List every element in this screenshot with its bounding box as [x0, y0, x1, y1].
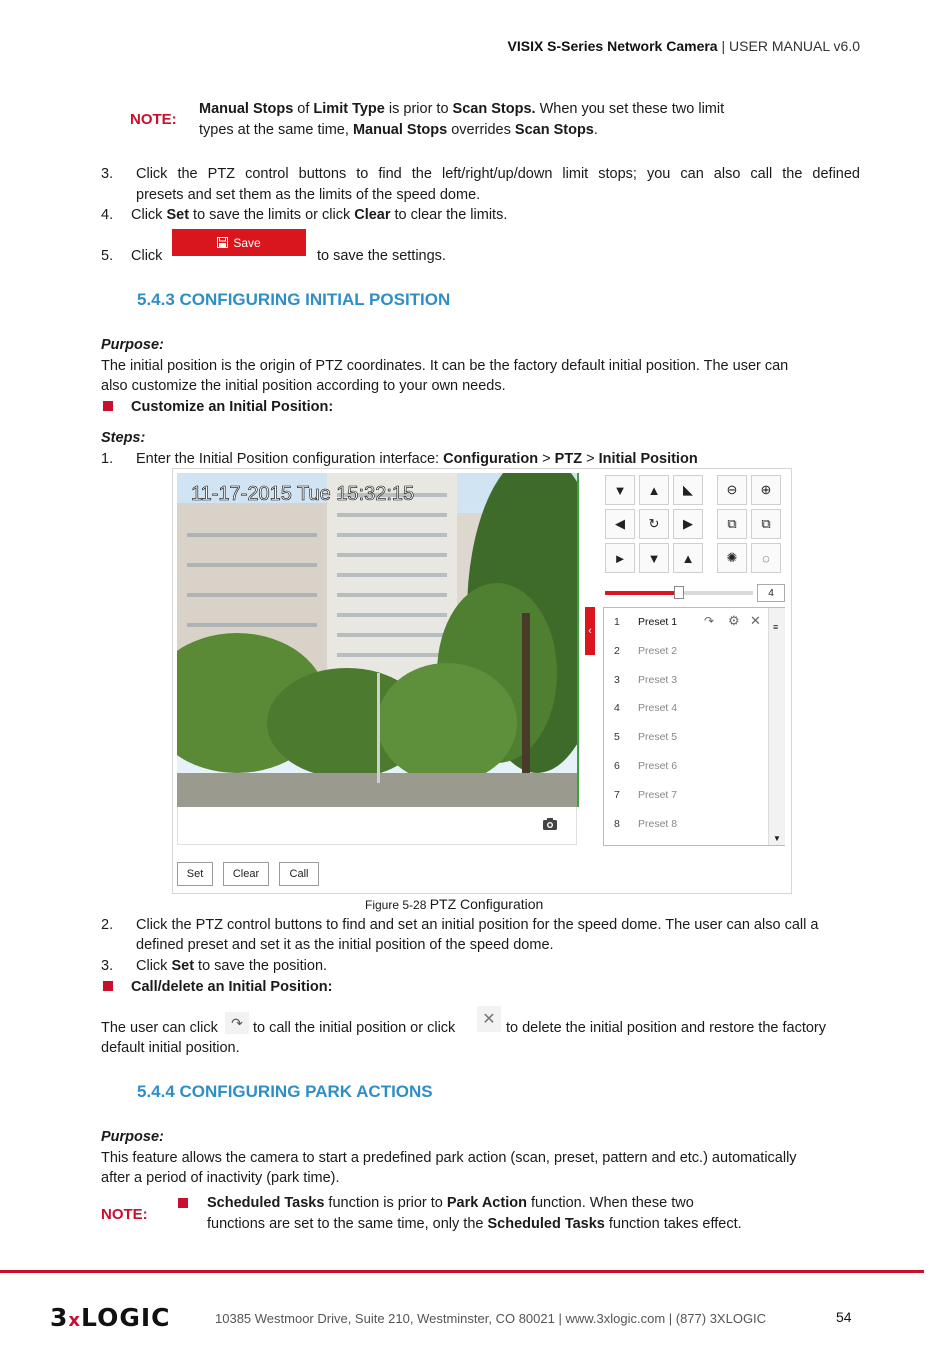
preset-name: Preset 5 [638, 731, 678, 744]
camera-capture-icon[interactable] [542, 817, 558, 831]
logo-part: x [68, 1310, 82, 1331]
iris-open-button[interactable] [717, 543, 747, 573]
preset-number: 4 [614, 702, 620, 715]
step-span: to clear the limits. [390, 207, 508, 223]
focus-far-button[interactable] [751, 509, 781, 539]
logo-part: 3 [50, 1303, 69, 1332]
arrow-left-icon: ◀ [615, 516, 625, 531]
square-bullet-icon [103, 981, 113, 991]
purpose-text: also customize the initial position according to your own needs. [101, 378, 506, 394]
bullet-item [103, 977, 332, 998]
ptz-down-left-button[interactable] [605, 543, 635, 573]
footer-address: 10385 Westmoor Drive, Suite 210, Westminster, CO 80021 | www.3xlogic.com | (877) 3XLOGIC [215, 1311, 767, 1326]
step-text: presets and set them as the limits of the speed dome. [136, 187, 481, 203]
video-toolbar [177, 807, 577, 845]
note-span: . [593, 121, 598, 138]
page-number: 54 [836, 1309, 852, 1325]
paragraph-text: to delete the initial position and restore the factory [506, 1020, 826, 1036]
paragraph-text: to call the initial position or click [253, 1020, 456, 1036]
speed-slider-handle[interactable] [674, 586, 684, 599]
step-span: > [538, 451, 555, 467]
live-video-view [177, 473, 577, 807]
step-span: Click [136, 958, 172, 974]
set-button[interactable]: Set [177, 862, 213, 886]
step-text: to save the settings. [317, 248, 446, 264]
speed-slider-fill [605, 591, 679, 595]
note-bold: Park Action [446, 1195, 527, 1211]
speed-value-field[interactable]: 4 [757, 584, 785, 602]
purpose-label: Purpose: [101, 1129, 164, 1145]
ptz-configuration-figure [172, 468, 792, 894]
video-border [577, 473, 579, 807]
list-view-icon: ≡ [773, 622, 779, 632]
bullet-text: Call/delete an Initial Position: [131, 979, 333, 995]
note-span: function takes effect. [604, 1215, 742, 1232]
iris-close-button[interactable] [751, 543, 781, 573]
ptz-right-button[interactable] [673, 509, 703, 539]
ptz-up-right-button[interactable] [673, 475, 703, 505]
delete-initial-position-icon: ✕ [477, 1006, 501, 1032]
ptz-up-left-button[interactable] [605, 475, 635, 505]
paragraph-text: default initial position. [101, 1040, 240, 1056]
section-heading: 5.4.4 CONFIGURING PARK ACTIONS [137, 1082, 433, 1101]
close-icon[interactable]: ✕ [750, 613, 761, 628]
arrow-right-icon: ▶ [683, 516, 693, 531]
preset-name: Preset 1 [638, 616, 678, 628]
gear-icon[interactable]: ⚙ [728, 613, 740, 628]
preset-list-item[interactable] [604, 752, 768, 780]
steps-label: Steps: [101, 430, 146, 446]
note-bold: Manual Stops [199, 101, 294, 117]
step-bold: Configuration [443, 451, 539, 467]
collapse-panel-tab[interactable] [585, 607, 595, 655]
preset-name: Preset 7 [638, 788, 678, 801]
zoom-in-icon: ⊕ [760, 482, 772, 497]
step-number: 1. [101, 451, 114, 467]
figure-caption-number: Figure 5-28 [365, 898, 430, 912]
note-bold: Scan Stops [514, 121, 594, 138]
figure-caption [365, 896, 543, 912]
note-text [199, 99, 724, 140]
note-span: is prior to [384, 101, 453, 117]
rotate-icon: ↻ [648, 516, 660, 531]
purpose-text: The initial position is the origin of PTZ coordinates. It can be the factory default initial position. The user can [101, 358, 789, 374]
step-bold: Clear [354, 207, 391, 223]
bullet-text: Customize an Initial Position: [131, 399, 334, 415]
preset-list-item[interactable] [604, 781, 768, 809]
floppy-disk-icon [217, 237, 228, 248]
step-number: 3. [101, 166, 114, 182]
zoom-out-button[interactable] [717, 475, 747, 505]
step-bold: Initial Position [598, 451, 698, 467]
video-timestamp-overlay: 11-17-2015 Tue 15:32:15 [191, 483, 415, 505]
note-label: NOTE: [101, 1206, 148, 1223]
arrow-up-icon: ▲ [647, 482, 661, 498]
purpose-text: This feature allows the camera to start a predefined park action (scan, preset, pattern and etc.) automatically [101, 1150, 797, 1166]
preset-list-item[interactable] [604, 810, 768, 838]
street-scene-image [177, 473, 577, 807]
preset-number: 3 [614, 673, 620, 686]
figure-caption-text: PTZ Configuration [429, 896, 544, 912]
note-span: types at the same time, [199, 121, 353, 138]
step-bold: Set [166, 207, 190, 223]
step-span: > [582, 451, 599, 467]
page-header [508, 38, 861, 54]
step-text [131, 205, 507, 226]
preset-list-item[interactable] [604, 694, 768, 722]
square-bullet-icon [103, 401, 113, 411]
note-label: NOTE: [130, 111, 177, 128]
preset-name: Preset 3 [638, 673, 678, 686]
clear-button[interactable]: Clear [223, 862, 269, 886]
arrow-down-icon: ▼ [613, 482, 627, 498]
zoom-in-button[interactable] [751, 475, 781, 505]
arrow-down-icon: ▼ [647, 550, 661, 566]
step-bold: Set [171, 958, 195, 974]
iris-open-icon: ✺ [726, 550, 738, 565]
step-number: 3. [101, 958, 114, 974]
call-initial-position-icon: ↷ [225, 1012, 249, 1034]
preset-list-item[interactable] [604, 723, 768, 751]
preset-list[interactable] [603, 607, 785, 846]
preset-name: Preset 8 [638, 817, 678, 830]
note-span: of [293, 101, 314, 117]
preset-number: 6 [614, 760, 620, 772]
step-text: defined preset and set it as the initial position of the speed dome. [136, 937, 554, 953]
preset-name: Preset 6 [638, 760, 678, 772]
bullet-item [103, 397, 333, 418]
chevron-left-icon: ‹ [588, 625, 592, 637]
focus-near-icon: ⧉ [727, 516, 737, 531]
arrow-right-small-icon: ► [613, 550, 627, 566]
focus-near-button[interactable] [717, 509, 747, 539]
preset-list-scrollbar[interactable] [768, 608, 785, 845]
note-text [207, 1193, 742, 1234]
ptz-down-button[interactable] [639, 543, 669, 573]
save-label: Save [233, 235, 261, 250]
step-bold: PTZ [554, 451, 583, 467]
preset-number: 5 [614, 731, 620, 744]
step-text [136, 956, 327, 977]
preset-list-item[interactable] [604, 608, 768, 636]
header-separator: | [717, 38, 730, 54]
note-bold: Scheduled Tasks [207, 1195, 325, 1211]
ptz-up-button[interactable] [639, 475, 669, 505]
step-text: Click the PTZ control buttons to find the left/right/up/down limit stops; you can also call the defined [136, 166, 860, 182]
preset-name: Preset 4 [638, 702, 678, 715]
focus-far-icon: ⧉ [761, 516, 771, 531]
note-bold: Scan Stops. [452, 101, 536, 117]
section-heading: 5.4.3 CONFIGURING INITIAL POSITION [137, 290, 451, 309]
purpose-text: after a period of inactivity (park time). [101, 1170, 340, 1186]
step-text: Click [131, 248, 163, 264]
header-manual: USER MANUAL v6.0 [729, 38, 860, 54]
note-span: function is prior to [324, 1195, 447, 1211]
save-button-image [172, 229, 306, 256]
step-span: to save the position. [194, 958, 328, 974]
footer-divider [0, 1270, 924, 1273]
note-bold: Limit Type [313, 101, 385, 117]
preset-name: Preset 2 [638, 644, 678, 657]
arrow-up-small-icon: ▲ [681, 550, 695, 566]
arrow-down-left-icon: ◣ [683, 482, 693, 497]
step-span: Click [131, 207, 167, 223]
step-number: 4. [101, 207, 114, 223]
preset-number: 8 [614, 817, 620, 830]
call-preset-icon[interactable]: ↷ [704, 614, 715, 628]
note-span: function. When these two [526, 1195, 694, 1211]
note-bold: Manual Stops [352, 121, 448, 138]
logo-part: LOGIC [81, 1303, 171, 1332]
step-span: Enter the Initial Position configuration interface: [136, 451, 444, 467]
preset-number: 1 [614, 616, 620, 628]
step-text [136, 449, 698, 470]
ptz-left-button[interactable] [605, 509, 635, 539]
ptz-auto-button[interactable] [639, 509, 669, 539]
step-text: Click the PTZ control buttons to find and set an initial position for the speed dome. The user can also call a [136, 917, 819, 933]
iris-close-icon: ◌ [762, 550, 770, 566]
step-number: 2. [101, 917, 114, 933]
preset-list-item[interactable] [604, 637, 768, 665]
call-button[interactable]: Call [279, 862, 319, 886]
square-bullet-icon [178, 1198, 188, 1208]
company-logo [50, 1303, 171, 1332]
ptz-down-right-button[interactable] [673, 543, 703, 573]
note-bold: Scheduled Tasks [487, 1215, 605, 1232]
paragraph-text: The user can click [101, 1020, 218, 1036]
step-span: to save the limits or click [189, 207, 355, 223]
note-span: When you set these two limit [535, 101, 725, 117]
purpose-label: Purpose: [101, 337, 164, 353]
preset-number: 2 [614, 644, 620, 657]
header-product: VISIX S-Series Network Camera [507, 38, 718, 54]
preset-number: 7 [614, 788, 620, 801]
note-span: overrides [447, 121, 515, 138]
zoom-out-icon: ⊖ [726, 482, 738, 497]
scroll-down-icon[interactable]: ▼ [773, 834, 781, 843]
step-number: 5. [101, 248, 114, 264]
note-span: functions are set to the same time, only the [207, 1215, 488, 1232]
preset-list-item[interactable] [604, 666, 768, 694]
